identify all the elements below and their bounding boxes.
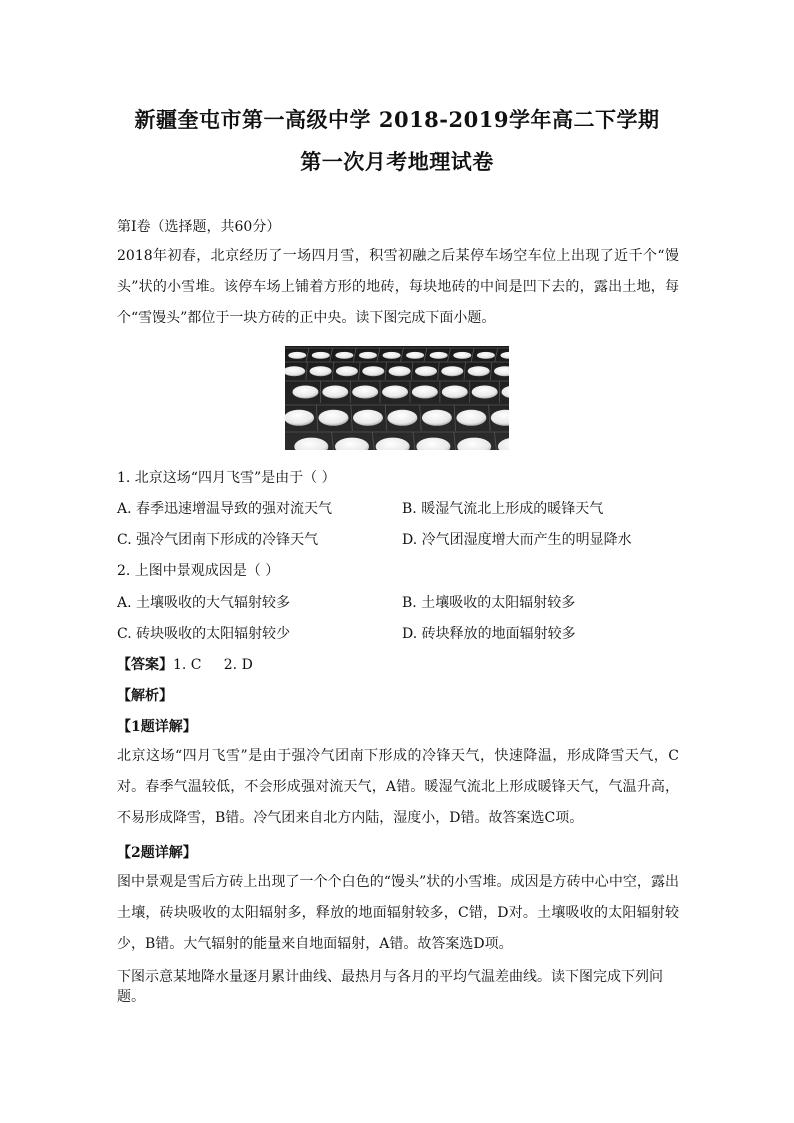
q1-option-b: B. 暖湿气流北上形成的暖锋天气 [402, 501, 604, 517]
snow-mound [293, 386, 319, 399]
snow-mound [383, 352, 401, 359]
snow-mound [468, 366, 490, 376]
snow-mound [387, 410, 417, 426]
snow-mound [362, 366, 384, 376]
q2-option-c: C. 砖块吸收的太阳辐射较少 [117, 626, 291, 642]
question-2-stem: 2. 上图中景观成因是（ ） [117, 563, 280, 579]
snow-mound [353, 410, 383, 426]
answer-line [117, 655, 253, 675]
snow-mound [322, 386, 348, 399]
snow-mound [442, 386, 468, 399]
q1-option-c: C. 强冷气团南下形成的冷锋天气 [117, 532, 319, 548]
answer-text: 1. C 2. D [173, 657, 253, 673]
analysis-label: 【解析】 [117, 688, 173, 704]
snow-mound [456, 410, 486, 426]
q1-option-d: D. 冷气团湿度增大而产生的明显降水 [402, 532, 632, 548]
snow-mound [352, 386, 378, 399]
q2-option-a: A. 土壤吸收的大气辐射较多 [117, 595, 291, 611]
snow-mound [288, 352, 306, 359]
section-label: 第Ⅰ卷（选择题，共60分） [117, 219, 281, 235]
snow-mound [319, 410, 349, 426]
snow-mound [285, 410, 314, 426]
snow-mound [312, 352, 330, 359]
snow-mound [359, 352, 377, 359]
answer-label: 【答案】 [117, 657, 173, 673]
snow-mound [310, 366, 332, 376]
snow-mound [382, 386, 408, 399]
detail-1-label: 【1题详解】 [117, 719, 197, 735]
snow-mound [422, 410, 452, 426]
q2-option-d: D. 砖块释放的地面辐射较多 [402, 626, 576, 642]
snow-mound [336, 366, 358, 376]
question-intro: 2018年初春，北京经历了一场四月雪，积雪初融之后某停车场空车位上出现了近千个“馒头”状的小雪堆。该停车场上铺着方形的地砖，每块地砖的中间是凹下去的，露出土地，每个“雪馒头”都位于一块方砖的正中央。读下图完成下面小题。 [117, 248, 679, 326]
q1-option-a: A. 春季迅速增温导致的强对流天气 [117, 501, 333, 517]
snow-mound [406, 352, 424, 359]
snow-mound [441, 366, 463, 376]
snow-mound [477, 352, 495, 359]
detail-2-text: 图中景观是雪后方砖上出现了一个个白色的“馒头”状的小雪堆。成因是方砖中心中空，露出土壤，砖块吸收的太阳辐射多，释放的地面辐射较多，C错，D对。土壤吸收的太阳辐射较少，B错。大气辐射的能量来自地面辐射，A错。故答案选D项。 [117, 874, 679, 952]
page-title-line1: 新疆奎屯市第一高级中学 2018-2019学年高二下学期 [134, 107, 660, 132]
page-title-line2: 第一次月考地理试卷 [300, 149, 494, 174]
snow-mounds-photo [285, 346, 509, 450]
detail-2-label: 【2题详解】 [117, 845, 197, 861]
snow-mound [335, 352, 353, 359]
detail-1-text: 北京这场“四月飞雪”是由于强冷气团南下形成的冷锋天气，快速降温，形成降雪天气，C对。春季气温较低，不会形成强对流天气，A错。暖湿气流北上形成暖锋天气，气温升高，不易形成降雪，B错。冷气团来自北方内陆，湿度小，D错。故答案选C项。 [117, 748, 679, 826]
snow-mound [412, 386, 438, 399]
question-1-stem: 1. 北京这场“四月飞雪”是由于（ ） [117, 470, 336, 486]
snow-mound [430, 352, 448, 359]
snow-mound [453, 352, 471, 359]
snow-mound [415, 366, 437, 376]
snow-mound [389, 366, 411, 376]
next-question-intro: 下图示意某地降水量逐月累计曲线、最热月与各月的平均气温差曲线。读下图完成下列问题。 [117, 969, 663, 1005]
q2-option-b: B. 土壤吸收的太阳辐射较多 [402, 595, 576, 611]
snow-mound [472, 386, 498, 399]
